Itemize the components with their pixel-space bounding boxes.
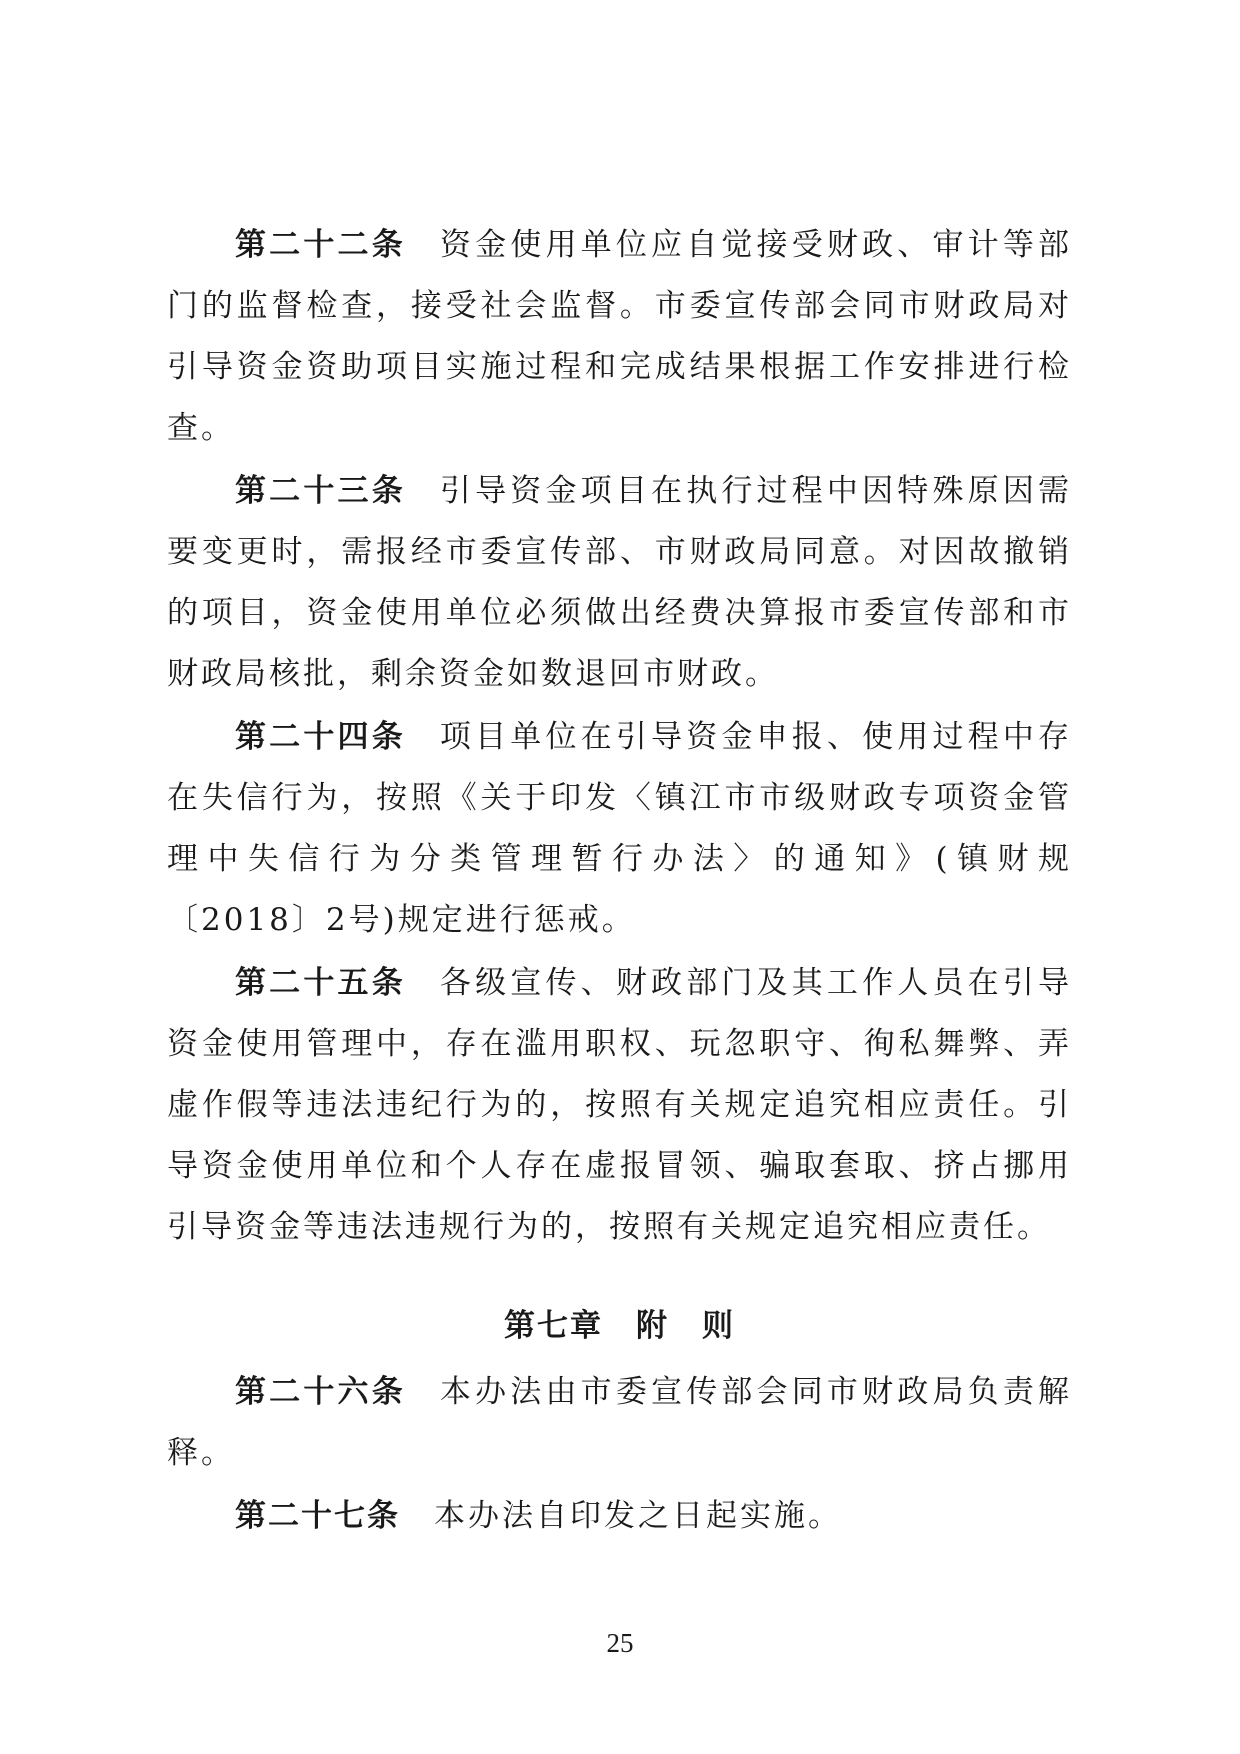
article-label: 第二十七条: [235, 1498, 400, 1534]
article-text: 资金使用单位应自觉接受财政、审计等部门的监督检查，接受社会监督。市委宣传部会同市财政局对引导资金资助项目实施过程和完成结果根据工作安排进行检查。: [167, 227, 1073, 446]
article-label: 第二十四条: [235, 719, 406, 755]
article-text: 本办法自印发之日起实施。: [434, 1498, 842, 1534]
article-label: 第二十五条: [235, 965, 406, 1001]
article-26: [167, 1362, 1072, 1484]
article-label: 第二十六条: [235, 1374, 406, 1410]
article-label: 第二十二条: [235, 227, 406, 263]
page-number: 25: [606, 1628, 634, 1658]
article-label: 第二十三条: [235, 473, 406, 509]
article-25: [167, 953, 1072, 1258]
article-23: [167, 461, 1072, 705]
article-text: 各级宣传、财政部门及其工作人员在引导资金使用管理中，存在滥用职权、玩忽职守、徇私舞弊、弄虚作假等违法违纪行为的，按照有关规定追究相应责任。引导资金使用单位和个人存在虚报冒领、骗取套取、挤占挪用引导资金等违法违规行为的，按照有关规定追究相应责任。: [167, 965, 1073, 1245]
article-24: [167, 707, 1072, 951]
document-body: [167, 215, 1072, 1549]
article-text: 本办法由市委宣传部会同市财政局负责解释。: [167, 1374, 1073, 1471]
chapter-heading: 第七章 附 则: [504, 1308, 735, 1344]
article-27: [167, 1486, 1072, 1547]
article-22: [167, 215, 1072, 459]
article-text: 项目单位在引导资金申报、使用过程中存在失信行为，按照《关于印发〈镇江市市级财政专项资金管理中失信行为分类管理暂行办法〉的通知》(镇财规〔2018〕2号)规定进行惩戒。: [167, 719, 1073, 938]
article-text: 引导资金项目在执行过程中因特殊原因需要变更时，需报经市委宣传部、市财政局同意。对因故撤销的项目，资金使用单位必须做出经费决算报市委宣传部和市财政局核批，剩余资金如数退回市财政。: [167, 473, 1073, 692]
